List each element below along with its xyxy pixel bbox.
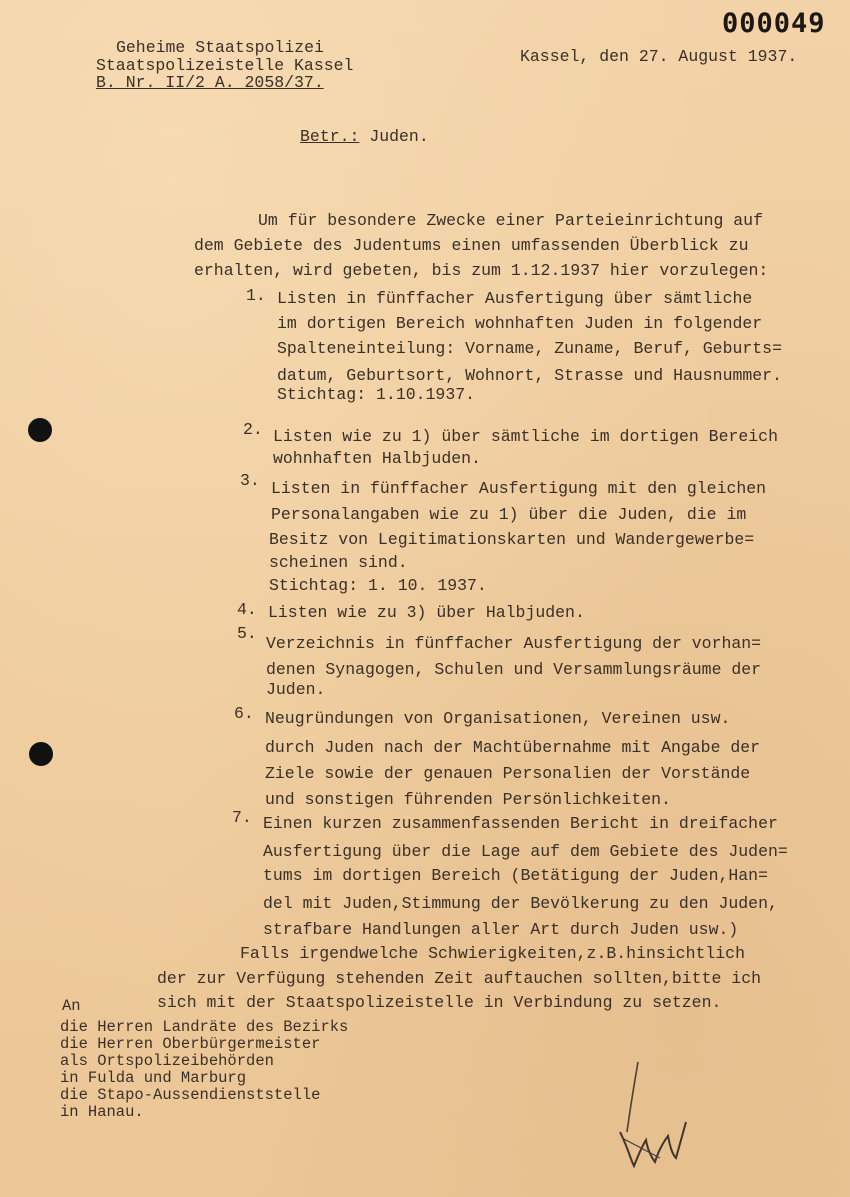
- item-line: denen Synagogen, Schulen und Versammlungsräume der: [266, 660, 762, 679]
- recipient-line: in Fulda und Marburg: [60, 1069, 247, 1087]
- item-line: durch Juden nach der Machtübernahme mit Angabe der: [265, 738, 761, 757]
- item-line: Listen in fünffacher Ausfertigung mit den gleichen: [271, 479, 767, 498]
- item-line: scheinen sind.: [269, 553, 408, 572]
- item-line: Listen wie zu 1) über sämtliche im dortigen Bereich: [273, 427, 778, 446]
- subject-text: Juden.: [369, 127, 429, 146]
- recipient-line: in Hanau.: [60, 1103, 144, 1121]
- item-line: Neugründungen von Organisationen, Vereinen usw.: [265, 709, 731, 728]
- item-line: tums im dortigen Bereich (Betätigung der Juden,Han=: [263, 866, 768, 885]
- item-line: strafbare Handlungen aller Art durch Juden usw.): [263, 920, 739, 939]
- agency-line-2: Staatspolizeistelle Kassel: [96, 56, 354, 75]
- intro-line: erhalten, wird gebeten, bis zum 1.12.1937 hier vorzulegen:: [194, 261, 769, 280]
- item-number: 6.: [234, 704, 254, 723]
- agency-line-1: Geheime Staatspolizei: [116, 38, 324, 57]
- item-number: 7.: [232, 808, 252, 827]
- item-line: Besitz von Legitimationskarten und Wandergewerbe=: [269, 530, 755, 549]
- handwritten-signature: [600, 1040, 710, 1180]
- item-line: im dortigen Bereich wohnhaften Juden in folgender: [277, 314, 763, 333]
- closing-line: Falls irgendwelche Schwierigkeiten,z.B.hinsichtlich: [240, 944, 745, 963]
- intro-line: Um für besondere Zwecke einer Parteieinrichtung auf: [258, 211, 763, 230]
- closing-line: der zur Verfügung stehenden Zeit auftauchen sollten,bitte ich: [157, 969, 761, 988]
- item-line: datum, Geburtsort, Wohnort, Strasse und Hausnummer.: [277, 366, 782, 385]
- intro-line: dem Gebiete des Judentums einen umfassenden Überblick zu: [194, 236, 749, 255]
- punch-hole: [28, 418, 52, 442]
- item-line: Ausfertigung über die Lage auf dem Gebiete des Juden=: [263, 842, 788, 861]
- item-line: Personalangaben wie zu 1) über die Juden, die im: [271, 505, 747, 524]
- item-line: Stichtag: 1.10.1937.: [277, 385, 476, 404]
- item-line: Stichtag: 1. 10. 1937.: [269, 576, 487, 595]
- item-line: Einen kurzen zusammenfassenden Bericht in dreifacher: [263, 814, 778, 833]
- item-number: 4.: [237, 600, 257, 619]
- item-line: del mit Juden,Stimmung der Bevölkerung zu den Juden,: [263, 894, 778, 913]
- recipient-line: als Ortspolizeibehörden: [60, 1052, 274, 1070]
- recipient-label: An: [62, 997, 81, 1015]
- item-line: Verzeichnis in fünffacher Ausfertigung der vorhan=: [266, 634, 762, 653]
- recipient-line: die Stapo-Aussendienststelle: [60, 1086, 321, 1104]
- item-line: Listen wie zu 3) über Halbjuden.: [268, 603, 585, 622]
- item-line: Spalteneinteilung: Vorname, Zuname, Beruf, Geburts=: [277, 339, 782, 358]
- item-line: wohnhaften Halbjuden.: [273, 449, 481, 468]
- item-number: 3.: [240, 471, 260, 490]
- recipient-line: die Herren Landräte des Bezirks: [60, 1018, 349, 1036]
- reference-number: B. Nr. II/2 A. 2058/37.: [96, 73, 324, 92]
- item-line: und sonstigen führenden Persönlichkeiten.: [265, 790, 671, 809]
- item-number: 1.: [246, 286, 266, 305]
- item-line: Ziele sowie der genauen Personalien der Vorstände: [265, 764, 751, 783]
- item-number: 5.: [237, 624, 257, 643]
- closing-line: sich mit der Staatspolizeistelle in Verbindung zu setzen.: [157, 993, 722, 1012]
- subject-line: [300, 127, 429, 147]
- punch-hole: [29, 742, 53, 766]
- recipient-line: die Herren Oberbürgermeister: [60, 1035, 321, 1053]
- subject-label: Betr.:: [300, 127, 360, 146]
- place-date: Kassel, den 27. August 1937.: [520, 47, 798, 66]
- item-line: Listen in fünffacher Ausfertigung über sämtliche: [277, 289, 753, 308]
- document-number: 000049: [722, 8, 826, 39]
- item-line: Juden.: [266, 680, 326, 699]
- item-number: 2.: [243, 420, 263, 439]
